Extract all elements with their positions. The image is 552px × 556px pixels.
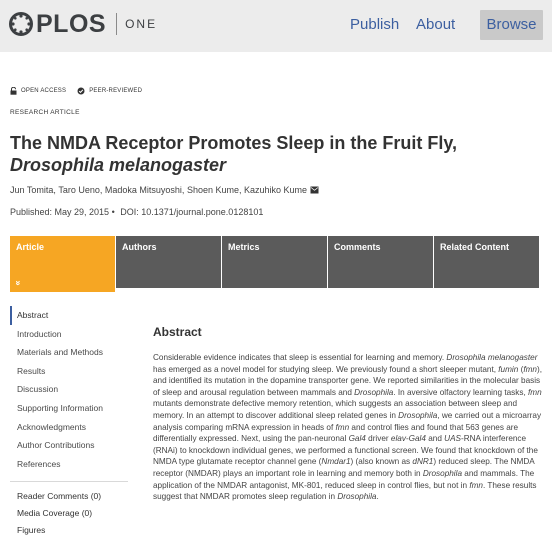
tab-related-content[interactable]	[434, 236, 539, 288]
article-tabs	[10, 236, 539, 292]
sidebar-item-acknowledgments[interactable]: Acknowledgments	[17, 421, 86, 432]
sidebar-item-supporting-information[interactable]: Supporting Information	[17, 402, 103, 413]
abstract-text-run: . In aversive olfactory learning tasks,	[393, 387, 529, 397]
article-title	[10, 132, 530, 176]
tab-label: Related Content	[440, 242, 510, 252]
plos-logo-icon	[9, 12, 33, 36]
sidebar-item-discussion[interactable]: Discussion	[17, 384, 59, 395]
author-name[interactable]: Madoka Mitsuyoshi,	[104, 185, 187, 195]
logo-wordmark: PLOS	[36, 9, 107, 38]
abstract-italic-term: elav-Gal4	[390, 434, 426, 444]
author-list	[10, 185, 319, 195]
article-type: RESEARCH ARTICLE	[10, 109, 80, 116]
abstract-text-run: driver	[365, 434, 391, 444]
abstract-text-run: Considerable evidence indicates that sleep is essential for learning and memory.	[153, 353, 447, 362]
abstract-italic-term: Drosophila	[398, 410, 438, 420]
peer-reviewed-badge[interactable]	[77, 87, 142, 95]
author-name[interactable]: Shoen Kume,	[186, 185, 244, 195]
publication-meta	[10, 207, 263, 217]
doi-link[interactable]: DOI: 10.1371/journal.pone.0128101	[120, 207, 264, 217]
abstract-italic-term: fmn	[523, 364, 537, 374]
sidebar-item-abstract[interactable]: Abstract	[10, 306, 135, 325]
site-header	[0, 0, 552, 52]
abstract-text-run: ) (also known as	[350, 457, 413, 467]
meta-separator: •	[109, 207, 118, 217]
peer-reviewed-icon	[77, 87, 85, 95]
abstract-text-run: mutants demonstrate defective memory retention, which suggests an association between sleep and memory. In an attempt to discover additional sleep related genes in	[153, 399, 518, 420]
open-access-label: OPEN ACCESS	[21, 88, 67, 94]
abstract-text-run: .	[376, 492, 379, 502]
abstract-italic-term: Nmdar1	[321, 457, 351, 467]
abstract-italic-term: Drosophila	[354, 387, 394, 397]
abstract-text-run: -RNA interference (RNAi) to knockdown individual genes, we performed a functional screen. We found that knockdown of the NMDA type glutamate receptor channel gene (	[153, 434, 538, 467]
abstract-text	[153, 352, 545, 503]
sidebar-item-introduction[interactable]: Introduction	[17, 328, 62, 339]
article-badges	[10, 87, 153, 95]
abstract-italic-term: fmn	[335, 422, 350, 432]
abstract-italic-term: Drosophila	[422, 468, 462, 478]
logo-divider	[116, 13, 117, 35]
tab-label: Article	[16, 242, 45, 252]
nav-publish[interactable]: Publish	[350, 16, 400, 33]
abstract-text-run: and control flies and found that 563 genes are differentially expressed. Next, using the pan-neuronal	[153, 422, 519, 444]
abstract-italic-term: UAS	[444, 434, 461, 444]
abstract-italic-term: dNR1	[412, 457, 434, 467]
tab-authors[interactable]	[116, 236, 221, 288]
abstract-text-run: (	[518, 364, 524, 374]
plos-one-logo[interactable]	[9, 9, 157, 39]
article-title-main: The NMDA Receptor Promotes Sleep in the Fruit Fly,	[10, 133, 458, 153]
sidebar-item-references[interactable]: References	[17, 458, 61, 469]
tab-article[interactable]	[10, 236, 115, 292]
abstract-italic-term: fumin	[498, 364, 519, 374]
lock-icon	[10, 87, 17, 95]
sidebar-item-results[interactable]: Results	[17, 365, 46, 376]
author-name[interactable]: Taro Ueno,	[58, 185, 105, 195]
logo-journal-name: ONE	[125, 17, 158, 31]
tab-label: Comments	[334, 242, 381, 252]
tab-comments[interactable]	[328, 236, 433, 288]
open-access-badge[interactable]	[10, 87, 66, 95]
abstract-italic-term: Gal4	[348, 434, 366, 444]
chevron-down-icon: »	[13, 280, 24, 286]
tab-label: Metrics	[228, 242, 260, 252]
abstract-italic-term: Drosophila melanogaster	[446, 353, 538, 362]
abstract-text-run: , we carried out a microarray analysis comparing mRNA expression in heads of	[153, 410, 542, 432]
abstract-italic-term: Drosophila	[337, 492, 377, 502]
author-name[interactable]: Jun Tomita,	[10, 185, 59, 195]
abstract-heading: Abstract	[153, 325, 202, 339]
tab-metrics[interactable]	[222, 236, 327, 288]
abstract-italic-term: fmn	[528, 387, 542, 397]
peer-reviewed-label: PEER-REVIEWED	[89, 88, 143, 94]
nav-browse[interactable]: Browse	[480, 10, 543, 40]
abstract-text-run: . These results suggest that NMDAR promotes sleep regulation in	[153, 480, 537, 502]
sidebar-item-reader-comments[interactable]: Reader Comments (0)	[17, 491, 102, 502]
abstract-text-run: ), and identified its mutation in the dopamine transporter gene. We reported similarities in the molecular basis of sleep and arousal regulation between mammals and	[153, 364, 542, 397]
sidebar-item-materials-and-methods[interactable]: Materials and Methods	[17, 347, 103, 358]
author-name[interactable]: Kazuhiko Kume	[243, 185, 308, 195]
abstract-text-run: and	[425, 434, 445, 444]
article-sidebar	[10, 306, 135, 539]
published-date: Published: May 29, 2015	[10, 207, 110, 217]
tab-label: Authors	[122, 242, 157, 252]
nav-about[interactable]: About	[416, 16, 456, 33]
abstract-italic-term: fmn	[469, 480, 483, 490]
article-title-species: Drosophila melanogaster	[10, 155, 227, 175]
sidebar-divider	[10, 481, 128, 482]
sidebar-item-figures[interactable]: Figures	[17, 524, 46, 535]
abstract-text-run: ) reduced sleep. The NMDA receptor (NMDAR) plays an important role in learning and memory both in	[153, 457, 535, 478]
abstract-text-run: and mammals. The application of the NMDAR antagonist, MK-801, reduced sleep in control flies, but not in	[153, 468, 535, 490]
sidebar-item-author-contributions[interactable]: Author Contributions	[17, 440, 95, 451]
abstract-text-run: has emerged as a novel model for studying sleep. We previously found a short sleeper mutant,	[153, 364, 499, 374]
sidebar-item-media-coverage[interactable]: Media Coverage (0)	[17, 508, 93, 519]
mail-icon[interactable]	[310, 186, 319, 194]
